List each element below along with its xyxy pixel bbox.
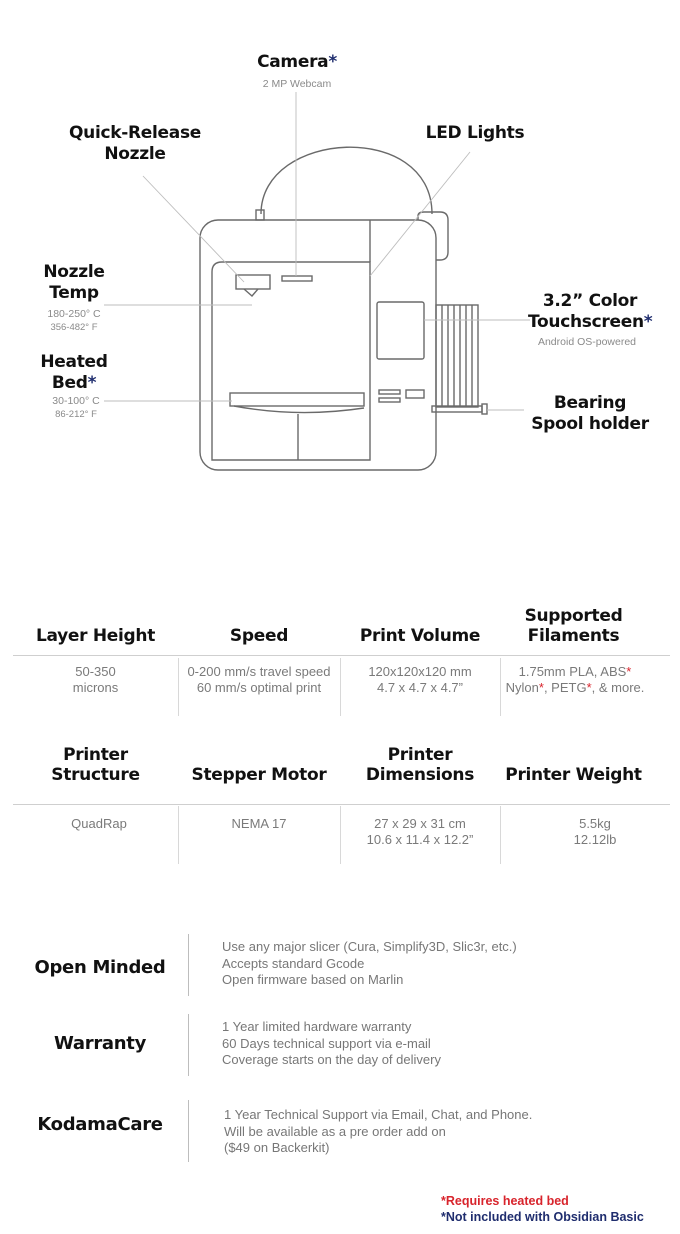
printer-body xyxy=(200,220,436,470)
callout-nozzle-release xyxy=(60,123,210,165)
spec-value-line: 10.6 x 11.4 x 12.2” xyxy=(366,832,474,847)
spec-val-speed xyxy=(178,664,340,696)
touchscreen-panel xyxy=(377,302,424,359)
callout-nozzle-temp-line2: Temp xyxy=(49,283,99,303)
callout-nozzle-release-line1: Quick-Release xyxy=(68,123,202,143)
feature-title: Warranty xyxy=(53,1033,146,1054)
blue-asterisk: * xyxy=(328,52,337,72)
callout-heated-bed-line1: Heated xyxy=(40,352,108,372)
spec-head-text: Structure xyxy=(51,765,140,785)
spec-value-line: 120x120x120 mm xyxy=(368,664,472,679)
feature-lines xyxy=(222,939,517,989)
column-divider xyxy=(500,806,501,864)
spec-head-text: Dimensions xyxy=(365,765,475,785)
spec-value-line: 0-200 mm/s travel speed xyxy=(187,664,331,679)
feature-line: Accepts standard Gcode xyxy=(222,955,365,971)
spec-divider xyxy=(13,804,670,805)
blue-asterisk: * xyxy=(87,373,97,393)
footnote-heated-bed: *Requires heated bed xyxy=(441,1194,569,1208)
spec-head-text: Supported xyxy=(524,606,623,626)
feature-title: Open Minded xyxy=(34,957,166,978)
control-button-3 xyxy=(406,390,424,398)
callout-spool xyxy=(530,393,650,435)
spec-head-text: Printer xyxy=(387,745,453,765)
spec-value-line: 60 mm/s optimal print xyxy=(196,680,322,695)
heated-bed-fahrenheit: 86-212° F xyxy=(55,409,97,420)
feature-line: Open firmware based on Marlin xyxy=(222,972,404,987)
callout-nozzle-temp-line1: Nozzle xyxy=(43,262,105,282)
spec-head-print-volume xyxy=(340,626,500,646)
nozzle-carriage xyxy=(236,275,270,289)
feature-divider xyxy=(188,934,189,996)
red-asterisk: * xyxy=(538,680,544,695)
nozzle-tip xyxy=(244,289,258,296)
spec-head-layer-height xyxy=(13,626,178,646)
callout-camera-title: Camera xyxy=(257,52,329,72)
spec-value-line: 12.12lb xyxy=(573,832,617,847)
camera-module xyxy=(282,276,312,281)
spec-divider xyxy=(13,655,670,656)
spec-value-line: 4.7 x 4.7 x 4.7” xyxy=(377,680,463,695)
feature-divider xyxy=(188,1100,189,1162)
build-chamber xyxy=(212,262,370,460)
callout-heated-bed xyxy=(26,352,122,394)
callout-touchscreen xyxy=(528,291,652,333)
spec-val-filaments xyxy=(500,664,650,696)
spec-value-line: 50-350 xyxy=(75,664,116,679)
feature-line: Will be available as a pre order add on xyxy=(224,1123,446,1139)
feature-lines xyxy=(222,1019,441,1069)
feature-title: KodamaCare xyxy=(37,1114,163,1135)
callout-nozzle-release-line2: Nozzle xyxy=(104,144,166,164)
feature-line: 1 Year limited hardware warranty xyxy=(222,1019,412,1034)
spec-head-structure xyxy=(13,745,178,785)
led-housing xyxy=(418,212,448,260)
nozzle-temp-fahrenheit: 356-482° F xyxy=(50,322,98,333)
callout-heated-bed-line2: Bed xyxy=(51,373,88,393)
spec-head-stepper xyxy=(178,765,340,785)
spec-value-text: Nylon xyxy=(505,680,539,695)
callout-touchscreen-line1: 3.2” Color xyxy=(542,291,638,311)
spec-value-line: microns xyxy=(72,680,119,695)
spec-val-layer-height xyxy=(13,664,178,696)
callout-nozzle-temp xyxy=(26,262,122,304)
spec-val-stepper xyxy=(178,816,340,832)
control-button-2 xyxy=(379,398,400,402)
spec-head-speed xyxy=(178,626,340,646)
bed-support xyxy=(234,406,364,413)
spec-val-weight xyxy=(520,816,670,848)
spec-value-line: QuadRap xyxy=(71,816,127,831)
feature-line: Use any major slicer (Cura, Simplify3D, Slic3r, etc.) xyxy=(222,939,517,954)
feature-lines xyxy=(224,1107,532,1157)
spool-end-cap xyxy=(482,404,487,414)
feature-line: 1 Year Technical Support via Email, Chat, and Phone. xyxy=(224,1107,533,1122)
spec-head-text: Printer xyxy=(63,745,128,765)
feature-line: ($49 on Backerkit) xyxy=(224,1140,330,1155)
callout-camera-sub: 2 MP Webcam xyxy=(262,78,332,90)
callout-touchscreen-line2: Touchscreen xyxy=(528,312,644,332)
callout-spool-line1: Bearing xyxy=(553,393,627,413)
callout-heated-bed-sub xyxy=(26,395,126,421)
red-asterisk: * xyxy=(586,680,592,695)
spec-val-print-volume xyxy=(340,664,500,696)
callout-camera xyxy=(238,52,356,73)
spec-head-dimensions xyxy=(340,745,500,785)
spec-value-line: 5.5kg xyxy=(579,816,611,831)
spec-head-weight xyxy=(500,765,647,785)
spec-head-text: Speed xyxy=(229,626,289,646)
column-divider xyxy=(178,806,179,864)
spec-head-text: Stepper Motor xyxy=(191,765,327,785)
callout-led: LED Lights xyxy=(425,123,525,143)
callout-nozzle-temp-sub xyxy=(26,308,122,334)
nozzle-leader xyxy=(143,176,244,282)
footnote-obsidian-basic: *Not included with Obsidian Basic xyxy=(441,1210,644,1224)
spec-head-text: Printer Weight xyxy=(505,765,642,785)
nozzle-temp-celsius: 180-250° C xyxy=(47,308,101,320)
feature-line: 60 Days technical support via e-mail xyxy=(222,1035,431,1051)
spec-head-filaments xyxy=(500,606,647,646)
blue-asterisk: * xyxy=(643,312,653,332)
spec-value-line: 27 x 29 x 31 cm xyxy=(374,816,466,831)
spec-head-text: Layer Height xyxy=(35,626,156,646)
feature-line: Coverage starts on the day of delivery xyxy=(222,1052,441,1067)
spec-value-text: , & more. xyxy=(591,680,645,695)
callout-touchscreen-sub: Android OS-powered xyxy=(537,336,637,348)
spec-val-dimensions xyxy=(340,816,500,848)
heated-bed-plate xyxy=(230,393,364,406)
feature-divider xyxy=(188,1014,189,1076)
red-asterisk: * xyxy=(626,664,632,679)
spec-head-text: Filaments xyxy=(527,626,620,646)
spec-value-text: 1.75mm PLA, ABS xyxy=(518,664,627,679)
spec-head-text: Print Volume xyxy=(359,626,481,646)
spec-value-text: , PETG xyxy=(543,680,587,695)
spec-value-line: NEMA 17 xyxy=(231,816,287,831)
camera-cable xyxy=(261,147,432,214)
callout-spool-line2: Spool holder xyxy=(531,414,649,434)
spec-val-structure xyxy=(13,816,185,832)
heated-bed-celsius: 30-100° C xyxy=(52,395,100,407)
cable-clip xyxy=(256,210,264,220)
control-button-1 xyxy=(379,390,400,394)
led-leader xyxy=(370,152,470,276)
